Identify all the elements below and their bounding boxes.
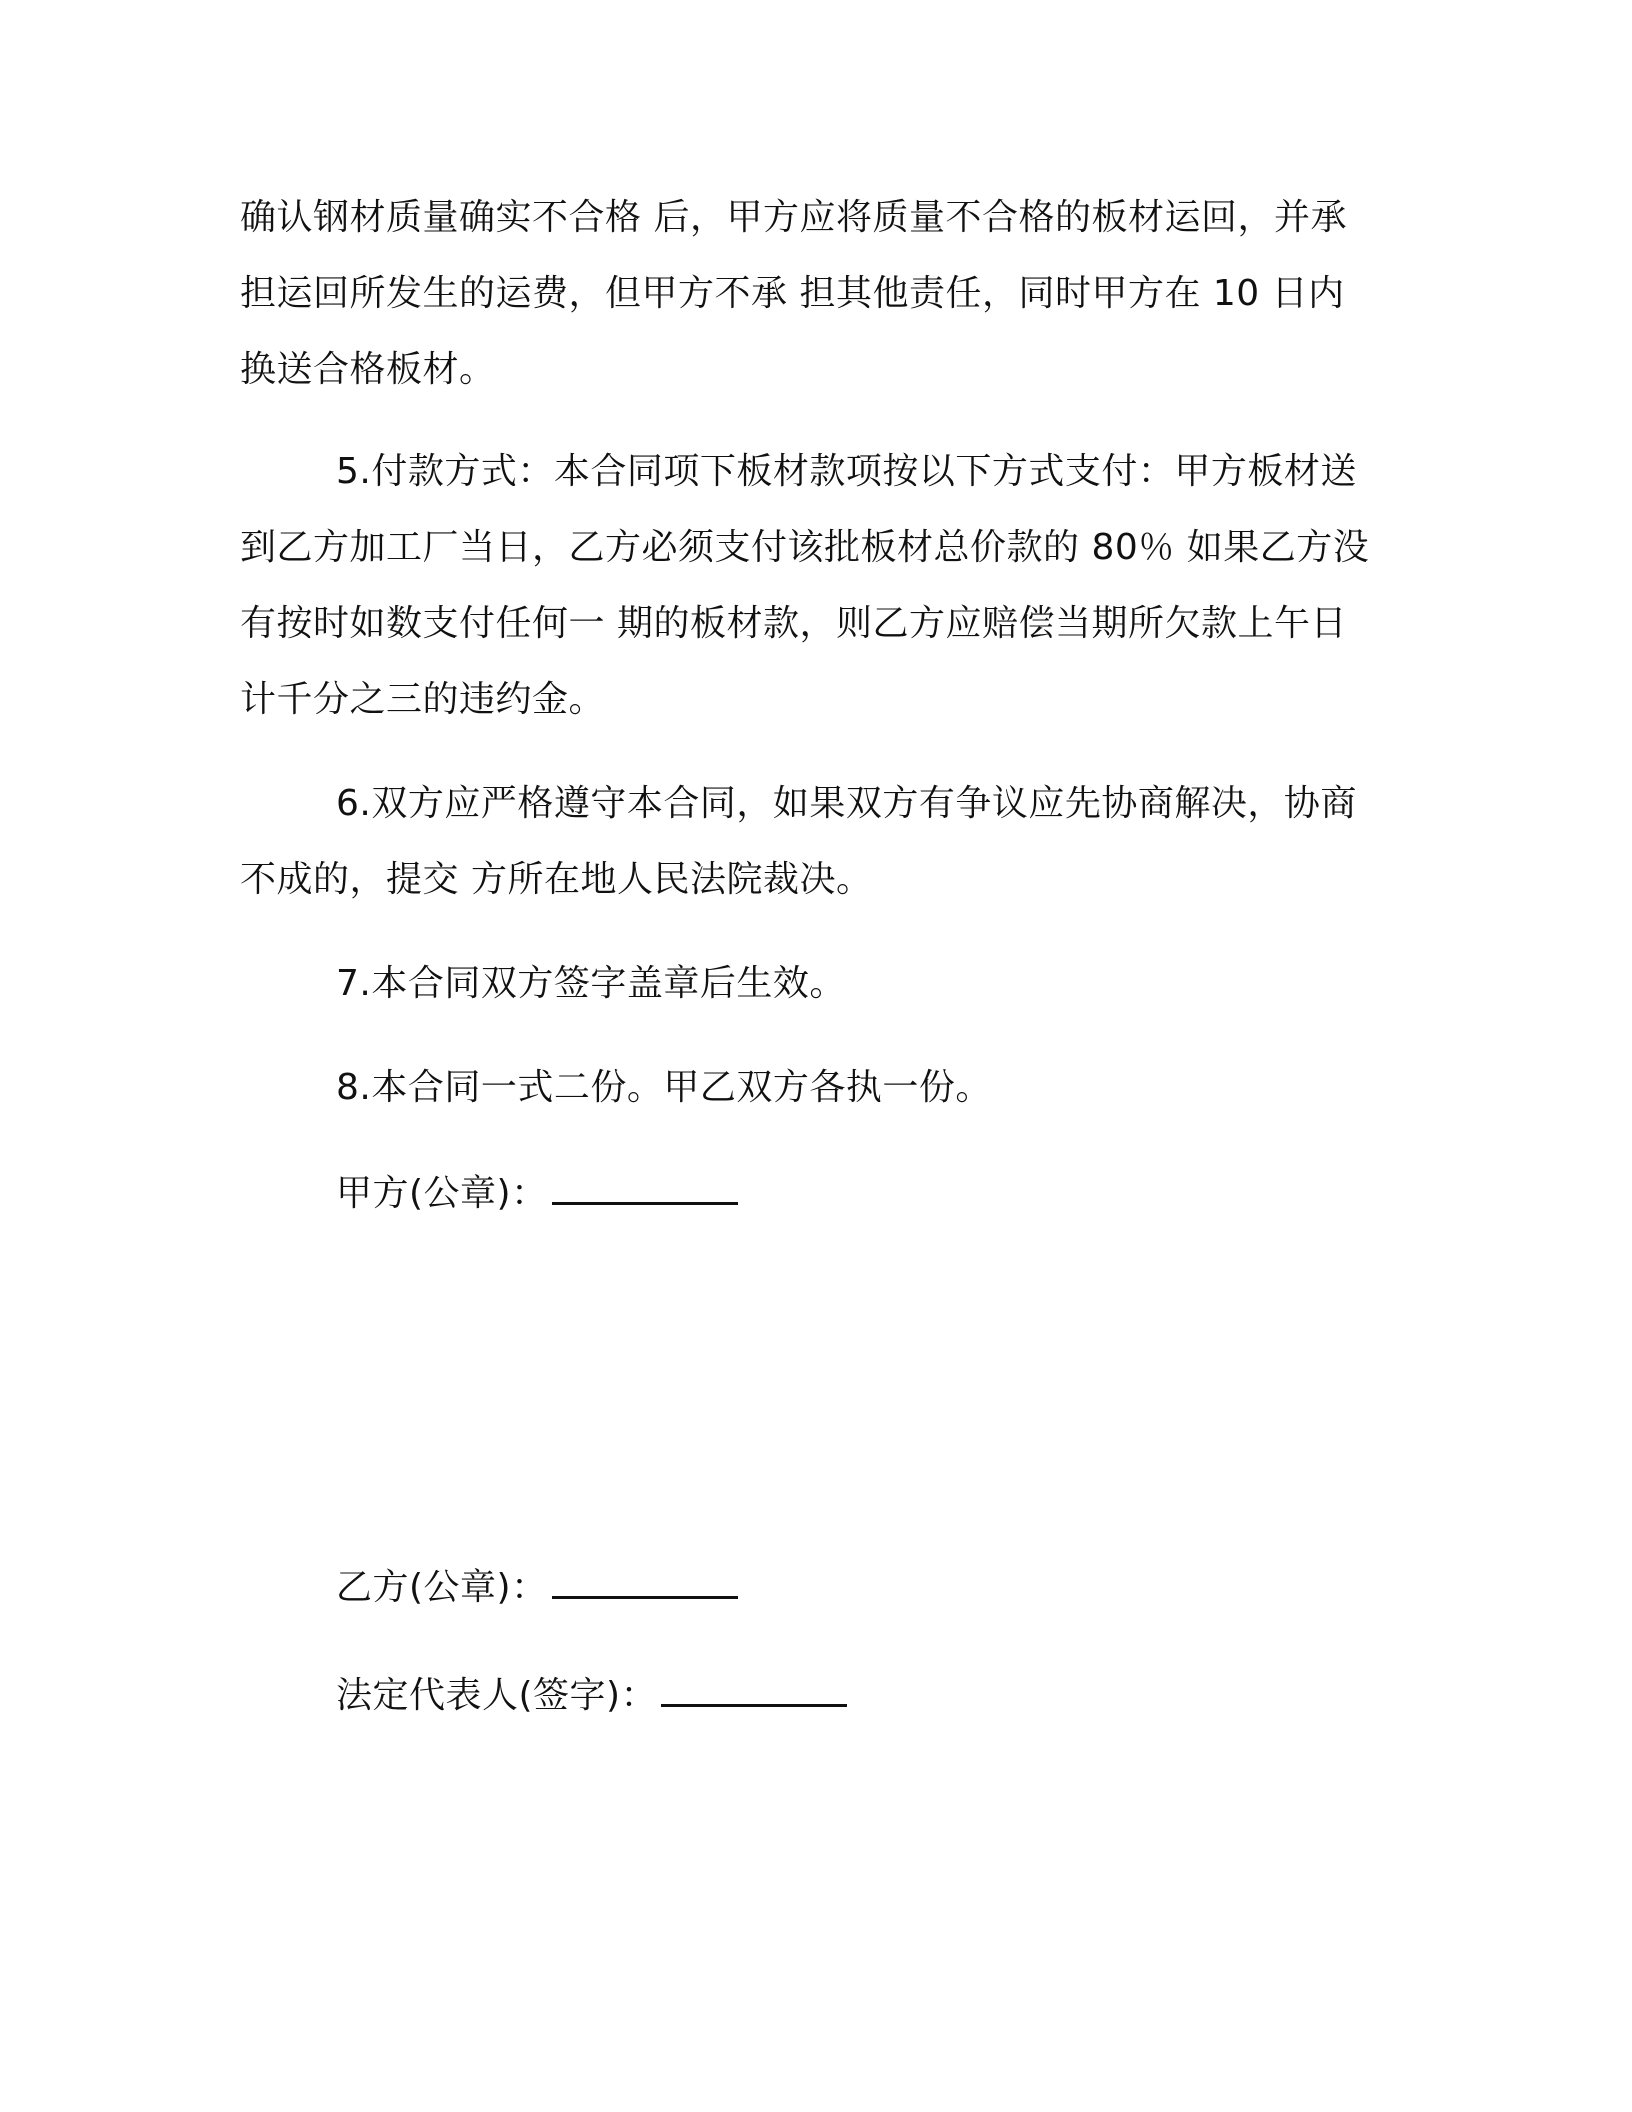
clause8: 8.本合同一式二份。甲乙双方各执一份。 — [336, 1067, 992, 1108]
clause4-line-2: 担运回所发生的运费，但甲方不承 担其他责任，同时甲方在 10 日内 — [240, 273, 1345, 314]
party-a-blank[interactable] — [552, 1168, 738, 1205]
clause5-line-2: 到乙方加工厂当日，乙方必须支付该批板材总价款的 80％ 如果乙方没 — [240, 527, 1370, 568]
party-a-signature — [336, 1168, 738, 1218]
clause4-line-1: 确认钢材质量确实不合格 后，甲方应将质量不合格的板材运回，并承 — [240, 197, 1347, 238]
clause5-line-4: 计千分之三的违约金。 — [240, 679, 606, 720]
party-b-blank[interactable] — [552, 1562, 738, 1599]
party-b-signature — [336, 1562, 738, 1612]
clause6-line-2: 不成的，提交 方所在地人民法院裁决。 — [240, 859, 873, 900]
legal-rep-signature — [336, 1670, 847, 1720]
clause5-line-3: 有按时如数支付任何一 期的板材款，则乙方应赔偿当期所欠款上午日 — [240, 603, 1347, 644]
clause6-line-1: 6.双方应严格遵守本合同，如果双方有争议应先协商解决，协商 — [336, 783, 1357, 824]
legal-rep-label: 法定代表人(签字)： — [336, 1675, 658, 1716]
party-a-label: 甲方(公章)： — [336, 1173, 548, 1214]
clause4-line-3: 换送合格板材。 — [240, 349, 496, 390]
clause7: 7.本合同双方签字盖章后生效。 — [336, 963, 846, 1004]
clause5-line-1: 5.付款方式：本合同项下板材款项按以下方式支付：甲方板材送 — [336, 451, 1357, 492]
legal-rep-blank[interactable] — [661, 1670, 847, 1707]
party-b-label: 乙方(公章)： — [336, 1567, 548, 1608]
